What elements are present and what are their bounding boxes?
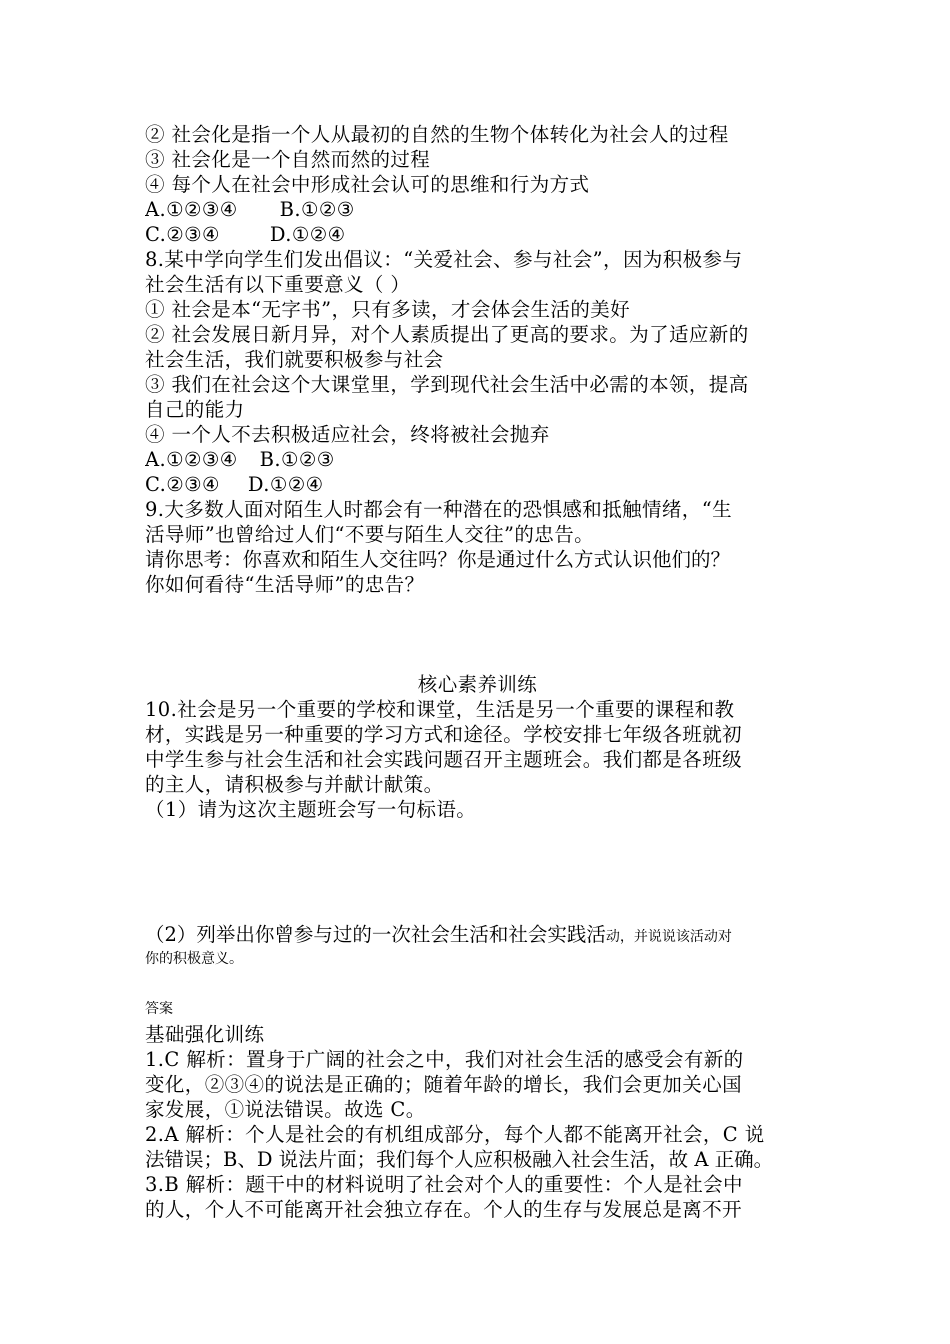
q10-part-2-text-a: （2）列举出你曾参与过的一次社会生活和社会实践活 [145, 923, 606, 946]
q8-choice-c: C.②③④ [145, 473, 220, 496]
answer-3-line-1: 3.B 解析：题干中的材料说明了社会对个人的重要性：个人是社会中 [145, 1173, 743, 1196]
q7-choice-b: B.①②③ [279, 198, 355, 221]
q7-option-3: ③ 社会化是一个自然而然的过程 [145, 148, 431, 171]
q10-stem-line-4: 的主人，请积极参与并献计献策。 [145, 773, 444, 796]
q7-choices-cd [145, 222, 810, 247]
section-title: 核心素养训练 [417, 673, 538, 696]
q9-question-line-2: 你如何看待“生活导师”的忠告？ [145, 573, 425, 596]
q7-choices-ab [145, 197, 810, 222]
q7-option-2: ② 社会化是指一个人从最初的自然的生物个体转化为社会人的过程 [145, 123, 729, 146]
q7-choice-d: D.①②④ [269, 223, 346, 246]
answer-1-line-2: 变化，②③④的说法是正确的；随着年龄的增长，我们会更加关心国 [145, 1073, 743, 1096]
answers-subheading: 基础强化训练 [145, 1023, 265, 1046]
answer-2-line-2: 法错误；B、D 说法片面；我们每个人应积极融入社会生活，故 A 正确。 [145, 1148, 774, 1171]
document-body [145, 122, 810, 1222]
answer-1-line-1: 1.C 解析：置身于广阔的社会之中，我们对社会生活的感受会有新的 [145, 1048, 744, 1071]
answers-heading: 答案 [145, 1001, 173, 1017]
q10-stem-line-3: 中学生参与社会生活和社会实践问题召开主题班会。我们都是各班级 [145, 748, 743, 771]
q10-part-2-line-1 [145, 922, 810, 947]
q7-choice-a: A.①②③④ [145, 198, 238, 221]
answer-1-line-3: 家发展，①说法错误。故选 C。 [145, 1098, 426, 1121]
q8-stem-line-2: 社会生活有以下重要意义（ ） [145, 273, 411, 296]
q8-choices-ab [145, 447, 810, 472]
q8-option-4: ④ 一个人不去积极适应社会，终将被社会抛弃 [145, 423, 550, 446]
q8-option-2-line-2: 社会生活，我们就要积极参与社会 [145, 348, 444, 371]
q8-choices-cd [145, 472, 810, 497]
q8-option-3-line-1: ③ 我们在社会这个大课堂里，学到现代社会生活中必需的本领，提高 [145, 373, 749, 396]
answer-2-line-1: 2.A 解析：个人是社会的有机组成部分，每个人都不能离开社会，C 说 [145, 1123, 765, 1146]
q8-choice-b: B.①②③ [259, 448, 335, 471]
q8-choice-a: A.①②③④ [145, 448, 238, 471]
q9-stem-line-1: 9.大多数人面对陌生人时都会有一种潜在的恐惧感和抵触情绪，“生 [145, 498, 732, 521]
q10-part-1: （1）请为这次主题班会写一句标语。 [145, 798, 477, 821]
q8-option-2-line-1: ② 社会发展日新月异，对个人素质提出了更高的要求。为了适应新的 [145, 323, 749, 346]
q10-part-2-line-2: 你的积极意义。 [145, 951, 243, 967]
q8-stem-line-1: 8.某中学向学生们发出倡议：“关爱社会、参与社会”，因为积极参与 [145, 248, 743, 271]
q9-question-line-1: 请你思考：你喜欢和陌生人交往吗？你是通过什么方式认识他们的？ [145, 548, 731, 571]
q8-option-1: ① 社会是本“无字书”，只有多读，才会体会生活的美好 [145, 298, 631, 321]
q8-option-3-line-2: 自己的能力 [145, 398, 245, 421]
answer-3-line-2: 的人，个人不可能离开社会独立存在。个人的生存与发展总是离不开 [145, 1198, 743, 1221]
q10-stem-line-1: 10.社会是另一个重要的学校和课堂，生活是另一个重要的课程和教 [145, 698, 735, 721]
q8-choice-d: D.①②④ [247, 473, 324, 496]
q10-part-2-text-b: 动，并说说该活动对 [605, 929, 732, 945]
q10-stem-line-2: 材，实践是另一种重要的学习方式和途径。学校安排七年级各班就初 [145, 723, 743, 746]
q7-choice-c: C.②③④ [145, 223, 220, 246]
q7-option-4: ④ 每个人在社会中形成社会认可的思维和行为方式 [145, 173, 590, 196]
q9-stem-line-2: 活导师”也曾给过人们“不要与陌生人交往”的忠告。 [145, 523, 595, 546]
